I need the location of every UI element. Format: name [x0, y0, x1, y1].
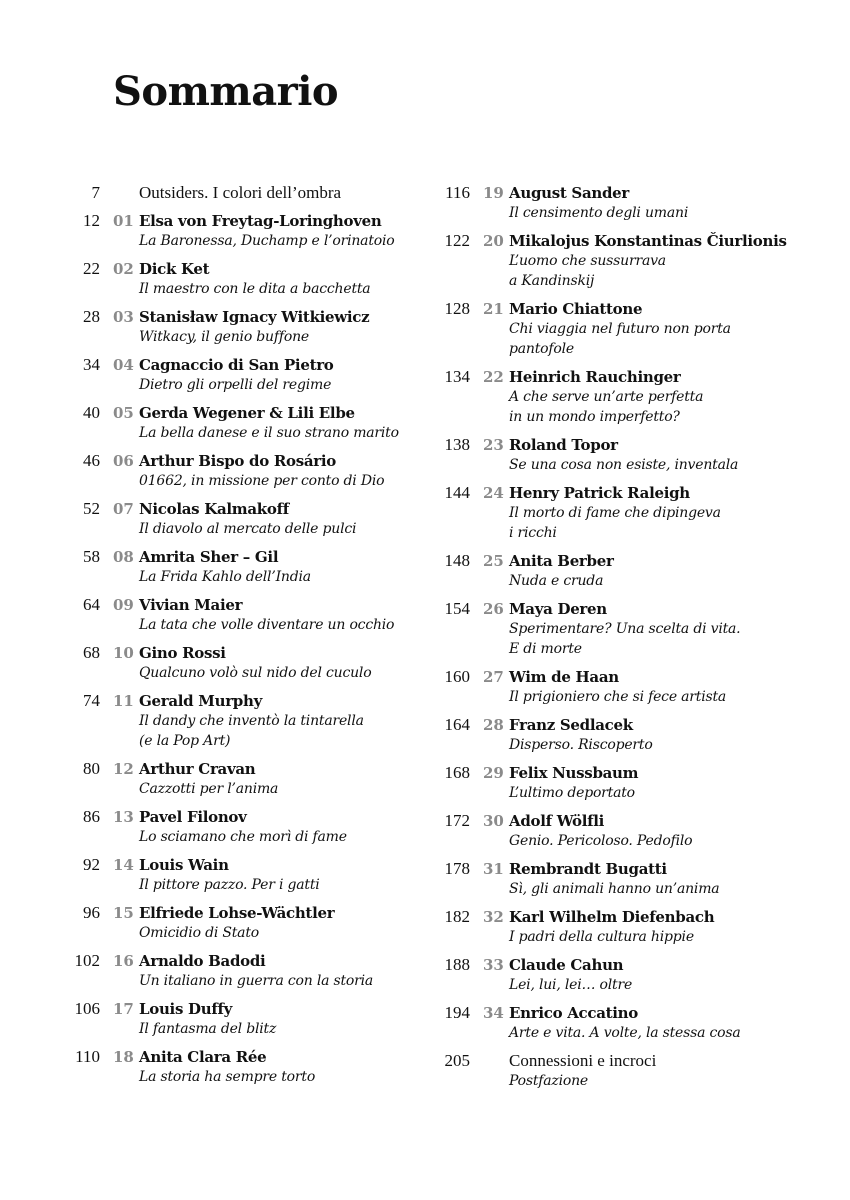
toc-page-number: 144: [444, 483, 470, 502]
toc-entry-body: [139, 183, 430, 203]
toc-entry-body: [509, 763, 830, 803]
toc-artist-name: Cagnaccio di San Pietro: [139, 356, 334, 374]
toc-section-title: Outsiders. I colori dell’ombra: [139, 183, 342, 202]
toc-section-title: Connessioni e incroci: [509, 1051, 657, 1070]
toc-page-number: 40: [83, 403, 100, 422]
page-title: Sommario: [113, 68, 339, 115]
toc-entry-body: [509, 715, 830, 755]
toc-entry-subtitle: Il morto di fame che dipingeva: [509, 505, 721, 521]
toc-entry-subtitle: Chi viaggia nel futuro non porta: [509, 321, 731, 337]
toc-page-number: 182: [444, 907, 470, 926]
toc-entry-subtitle: 01662, in missione per conto di Dio: [139, 473, 385, 489]
toc-entry-body: [509, 299, 830, 359]
toc-chapter-number: 26: [483, 600, 504, 618]
toc-entry: [60, 999, 430, 1039]
toc-entry: [60, 403, 430, 443]
toc-artist-name: Nicolas Kalmakoff: [139, 500, 289, 518]
toc-artist-name: Vivian Maier: [139, 596, 243, 614]
toc-entry-body: [139, 1047, 430, 1087]
toc-entry-subtitle: A che serve un’arte perfetta: [509, 389, 704, 405]
toc-page-number: 106: [74, 999, 100, 1018]
toc-column-left: [60, 183, 430, 1095]
toc-entry: [430, 367, 830, 427]
toc-page-number: 86: [83, 807, 100, 826]
toc-chapter-number: 19: [483, 184, 504, 202]
toc-chapter-number: 15: [113, 904, 134, 922]
toc-entry-body: [509, 483, 830, 543]
toc-entry-body: [139, 759, 430, 799]
toc-entry-body: [139, 951, 430, 991]
toc-entry: [430, 1003, 830, 1043]
toc-page-number: 80: [83, 759, 100, 778]
toc-chapter-number: 14: [113, 856, 134, 874]
toc-entry-subtitle: in un mondo imperfetto?: [509, 409, 680, 425]
toc-artist-name: Louis Wain: [139, 856, 229, 874]
toc-page-number: 138: [444, 435, 470, 454]
toc-entry: [60, 951, 430, 991]
toc-page-number: 205: [444, 1051, 470, 1070]
toc-page-number: 22: [83, 259, 100, 278]
toc-entry-body: [139, 355, 430, 395]
toc-entry: [60, 499, 430, 539]
toc-entry-subtitle: La bella danese e il suo strano marito: [139, 425, 399, 441]
toc-artist-name: Mario Chiattone: [509, 300, 643, 318]
toc-chapter-number: 30: [483, 812, 504, 830]
toc-entry-body: [139, 403, 430, 443]
toc-entry: [430, 599, 830, 659]
toc-chapter-number: 11: [113, 692, 134, 710]
toc-artist-name: Anita Berber: [509, 552, 614, 570]
toc-chapter-number: 23: [483, 436, 504, 454]
toc-page-number: 178: [444, 859, 470, 878]
toc-entry: [430, 483, 830, 543]
toc-chapter-number: 33: [483, 956, 504, 974]
toc-entry: [430, 551, 830, 591]
toc-page-number: 102: [74, 951, 100, 970]
toc-chapter-number: 16: [113, 952, 134, 970]
toc-entry-subtitle: L’ultimo deportato: [509, 785, 635, 801]
toc-artist-name: Enrico Accatino: [509, 1004, 638, 1022]
toc-artist-name: Henry Patrick Raleigh: [509, 484, 690, 502]
toc-artist-name: Anita Clara Rée: [139, 1048, 267, 1066]
toc-entry: [60, 759, 430, 799]
toc-artist-name: Maya Deren: [509, 600, 607, 618]
toc-entry-body: [509, 231, 830, 291]
toc-entry-body: [139, 643, 430, 683]
toc-entry-subtitle: (e la Pop Art): [139, 733, 231, 749]
toc-entry-body: [139, 903, 430, 943]
toc-entry: [60, 691, 430, 751]
toc-entry: [60, 1047, 430, 1087]
toc-entry-subtitle: Qualcuno volò sul nido del cuculo: [139, 665, 372, 681]
toc-artist-name: Elsa von Freytag-Loringhoven: [139, 212, 382, 230]
toc-entry-subtitle: Sperimentare? Una scelta di vita.: [509, 621, 741, 637]
toc-entry: [430, 299, 830, 359]
toc-entry: [430, 231, 830, 291]
toc-chapter-number: 28: [483, 716, 504, 734]
toc-entry-body: [509, 1003, 830, 1043]
toc-page-number: 134: [444, 367, 470, 386]
toc-entry-subtitle: I padri della cultura hippie: [509, 929, 694, 945]
toc-chapter-number: 20: [483, 232, 504, 250]
toc-entry: [430, 183, 830, 223]
toc-chapter-number: 03: [113, 308, 134, 326]
toc-entry: [430, 763, 830, 803]
toc-entry-body: [509, 955, 830, 995]
toc-entry-subtitle: La Frida Kahlo dell’India: [139, 569, 311, 585]
toc-chapter-number: 06: [113, 452, 134, 470]
toc-entry: [430, 1051, 830, 1091]
toc-entry-subtitle: Il fantasma del blitz: [139, 1021, 277, 1037]
toc-entry-subtitle: La tata che volle diventare un occhio: [139, 617, 395, 633]
toc-artist-name: Amrita Sher – Gil: [139, 548, 279, 566]
toc-entry-subtitle: Nuda e cruda: [509, 573, 604, 589]
toc-artist-name: Pavel Filonov: [139, 808, 247, 826]
toc-entry-subtitle: a Kandinskij: [509, 273, 595, 289]
toc-page-number: 74: [83, 691, 100, 710]
toc-artist-name: Karl Wilhelm Diefenbach: [509, 908, 715, 926]
toc-artist-name: Rembrandt Bugatti: [509, 860, 667, 878]
toc-page-number: 64: [83, 595, 100, 614]
toc-entry: [430, 955, 830, 995]
toc-entry: [430, 667, 830, 707]
toc-entry-body: [509, 667, 830, 707]
toc-artist-name: Elfriede Lohse-Wächtler: [139, 904, 335, 922]
toc-entry-subtitle: Sì, gli animali hanno un’anima: [509, 881, 720, 897]
toc-entry-subtitle: Postfazione: [509, 1073, 589, 1089]
toc-page-number: 52: [83, 499, 100, 518]
toc-page-number: 46: [83, 451, 100, 470]
toc-entry-body: [509, 183, 830, 223]
toc-chapter-number: 07: [113, 500, 134, 518]
toc-entry-subtitle: Il pittore pazzo. Per i gatti: [139, 877, 320, 893]
toc-artist-name: Wim de Haan: [509, 668, 619, 686]
toc-chapter-number: 13: [113, 808, 134, 826]
toc-entry: [60, 807, 430, 847]
toc-chapter-number: 01: [113, 212, 134, 230]
toc-entry-body: [139, 259, 430, 299]
toc-entry-subtitle: i ricchi: [509, 525, 557, 541]
toc-chapter-number: 08: [113, 548, 134, 566]
toc-page-number: 172: [444, 811, 470, 830]
toc-entry-body: [139, 595, 430, 635]
toc-entry: [60, 183, 430, 203]
toc-page-number: 154: [444, 599, 470, 618]
toc-artist-name: Heinrich Rauchinger: [509, 368, 681, 386]
toc-entry: [60, 211, 430, 251]
toc-entry-subtitle: Lo sciamano che morì di fame: [139, 829, 347, 845]
toc-artist-name: Roland Topor: [509, 436, 618, 454]
toc-entry-subtitle: La storia ha sempre torto: [139, 1069, 316, 1085]
toc-entry: [60, 451, 430, 491]
toc-page-number: 168: [444, 763, 470, 782]
toc-entry: [60, 855, 430, 895]
toc-entry: [430, 435, 830, 475]
toc-page-number: 160: [444, 667, 470, 686]
toc-artist-name: Claude Cahun: [509, 956, 624, 974]
toc-entry-body: [139, 855, 430, 895]
toc-page-number: 34: [83, 355, 100, 374]
toc-page-number: 96: [83, 903, 100, 922]
toc-artist-name: Adolf Wölfli: [509, 812, 605, 830]
toc-entry-body: [509, 907, 830, 947]
toc-chapter-number: 12: [113, 760, 134, 778]
toc-entry: [430, 907, 830, 947]
toc-entry-subtitle: E di morte: [509, 641, 582, 657]
toc-chapter-number: 18: [113, 1048, 134, 1066]
toc-entry-subtitle: Dietro gli orpelli del regime: [139, 377, 332, 393]
toc-page-number: 110: [75, 1047, 100, 1066]
toc-artist-name: Arnaldo Badodi: [139, 952, 266, 970]
toc-column-right: [430, 183, 830, 1099]
toc-entry-subtitle: Witkacy, il genio buffone: [139, 329, 309, 345]
toc-entry: [60, 643, 430, 683]
toc-artist-name: Gino Rossi: [139, 644, 226, 662]
toc-page-number: 116: [445, 183, 470, 202]
toc-artist-name: Arthur Bispo do Rosário: [139, 452, 336, 470]
toc-page-number: 164: [444, 715, 470, 734]
toc-chapter-number: 17: [113, 1000, 134, 1018]
toc-entry-subtitle: Genio. Pericoloso. Pedofilo: [509, 833, 693, 849]
toc-entry-body: [139, 451, 430, 491]
toc-artist-name: Franz Sedlacek: [509, 716, 633, 734]
toc-entry-subtitle: pantofole: [509, 341, 574, 357]
toc-entry-body: [509, 435, 830, 475]
toc-entry-subtitle: Arte e vita. A volte, la stessa cosa: [509, 1025, 741, 1041]
toc-entry: [60, 259, 430, 299]
toc-entry-subtitle: Disperso. Riscoperto: [509, 737, 653, 753]
toc-artist-name: Stanisław Ignacy Witkiewicz: [139, 308, 370, 326]
toc-page-number: 92: [83, 855, 100, 874]
toc-entry-body: [139, 499, 430, 539]
toc-artist-name: Gerald Murphy: [139, 692, 263, 710]
toc-entry-body: [139, 999, 430, 1039]
toc-page-number: 194: [444, 1003, 470, 1022]
toc-entry: [60, 595, 430, 635]
toc-entry-body: [509, 811, 830, 851]
toc-entry: [430, 859, 830, 899]
toc-entry-body: [139, 691, 430, 751]
toc-entry-body: [139, 307, 430, 347]
toc-page-number: 12: [83, 211, 100, 230]
toc-entry-subtitle: Il censimento degli umani: [509, 205, 689, 221]
toc-chapter-number: 22: [483, 368, 504, 386]
toc-page-number: 7: [91, 183, 100, 202]
toc-page-number: 122: [444, 231, 470, 250]
toc-artist-name: Dick Ket: [139, 260, 210, 278]
toc-entry-subtitle: Il prigioniero che si fece artista: [509, 689, 727, 705]
toc-entry: [430, 715, 830, 755]
toc-entry: [60, 903, 430, 943]
toc-page-number: 188: [444, 955, 470, 974]
toc-chapter-number: 10: [113, 644, 134, 662]
toc-chapter-number: 09: [113, 596, 134, 614]
toc-artist-name: Mikalojus Konstantinas Čiurlionis: [509, 232, 787, 250]
toc-entry: [60, 547, 430, 587]
toc-artist-name: Louis Duffy: [139, 1000, 233, 1018]
toc-entry-subtitle: Cazzotti per l’anima: [139, 781, 279, 797]
toc-chapter-number: 31: [483, 860, 504, 878]
toc-entry-body: [509, 1051, 830, 1091]
toc-page-number: 128: [444, 299, 470, 318]
toc-artist-name: Gerda Wegener & Lili Elbe: [139, 404, 355, 422]
toc-chapter-number: 21: [483, 300, 504, 318]
toc-chapter-number: 25: [483, 552, 504, 570]
toc-entry-subtitle: L’uomo che sussurrava: [509, 253, 666, 269]
toc-entry-subtitle: Il dandy che inventò la tintarella: [139, 713, 364, 729]
toc-entry-subtitle: Omicidio di Stato: [139, 925, 259, 941]
toc-artist-name: August Sander: [509, 184, 630, 202]
toc-entry: [60, 307, 430, 347]
toc-entry-subtitle: Un italiano in guerra con la storia: [139, 973, 374, 989]
toc-entry-subtitle: Il maestro con le dita a bacchetta: [139, 281, 371, 297]
toc-entry-subtitle: Se una cosa non esiste, inventala: [509, 457, 739, 473]
toc-chapter-number: 24: [483, 484, 504, 502]
toc-entry-body: [509, 859, 830, 899]
toc-entry-subtitle: La Baronessa, Duchamp e l’orinatoio: [139, 233, 395, 249]
toc-entry: [60, 355, 430, 395]
toc-chapter-number: 05: [113, 404, 134, 422]
toc-entry-body: [509, 551, 830, 591]
toc-entry: [430, 811, 830, 851]
toc-artist-name: Felix Nussbaum: [509, 764, 639, 782]
toc-page-number: 68: [83, 643, 100, 662]
toc-chapter-number: 34: [483, 1004, 504, 1022]
toc-chapter-number: 02: [113, 260, 134, 278]
toc-artist-name: Arthur Cravan: [139, 760, 256, 778]
toc-entry-body: [509, 599, 830, 659]
toc-entry-body: [509, 367, 830, 427]
toc-page-number: 58: [83, 547, 100, 566]
toc-chapter-number: 32: [483, 908, 504, 926]
toc-chapter-number: 29: [483, 764, 504, 782]
toc-entry-subtitle: Il diavolo al mercato delle pulci: [139, 521, 357, 537]
toc-entry-body: [139, 211, 430, 251]
toc-entry-body: [139, 547, 430, 587]
toc-chapter-number: 27: [483, 668, 504, 686]
toc-entry-subtitle: Lei, lui, lei… oltre: [509, 977, 633, 993]
toc-page-number: 148: [444, 551, 470, 570]
toc-page-number: 28: [83, 307, 100, 326]
toc-chapter-number: 04: [113, 356, 134, 374]
toc-entry-body: [139, 807, 430, 847]
